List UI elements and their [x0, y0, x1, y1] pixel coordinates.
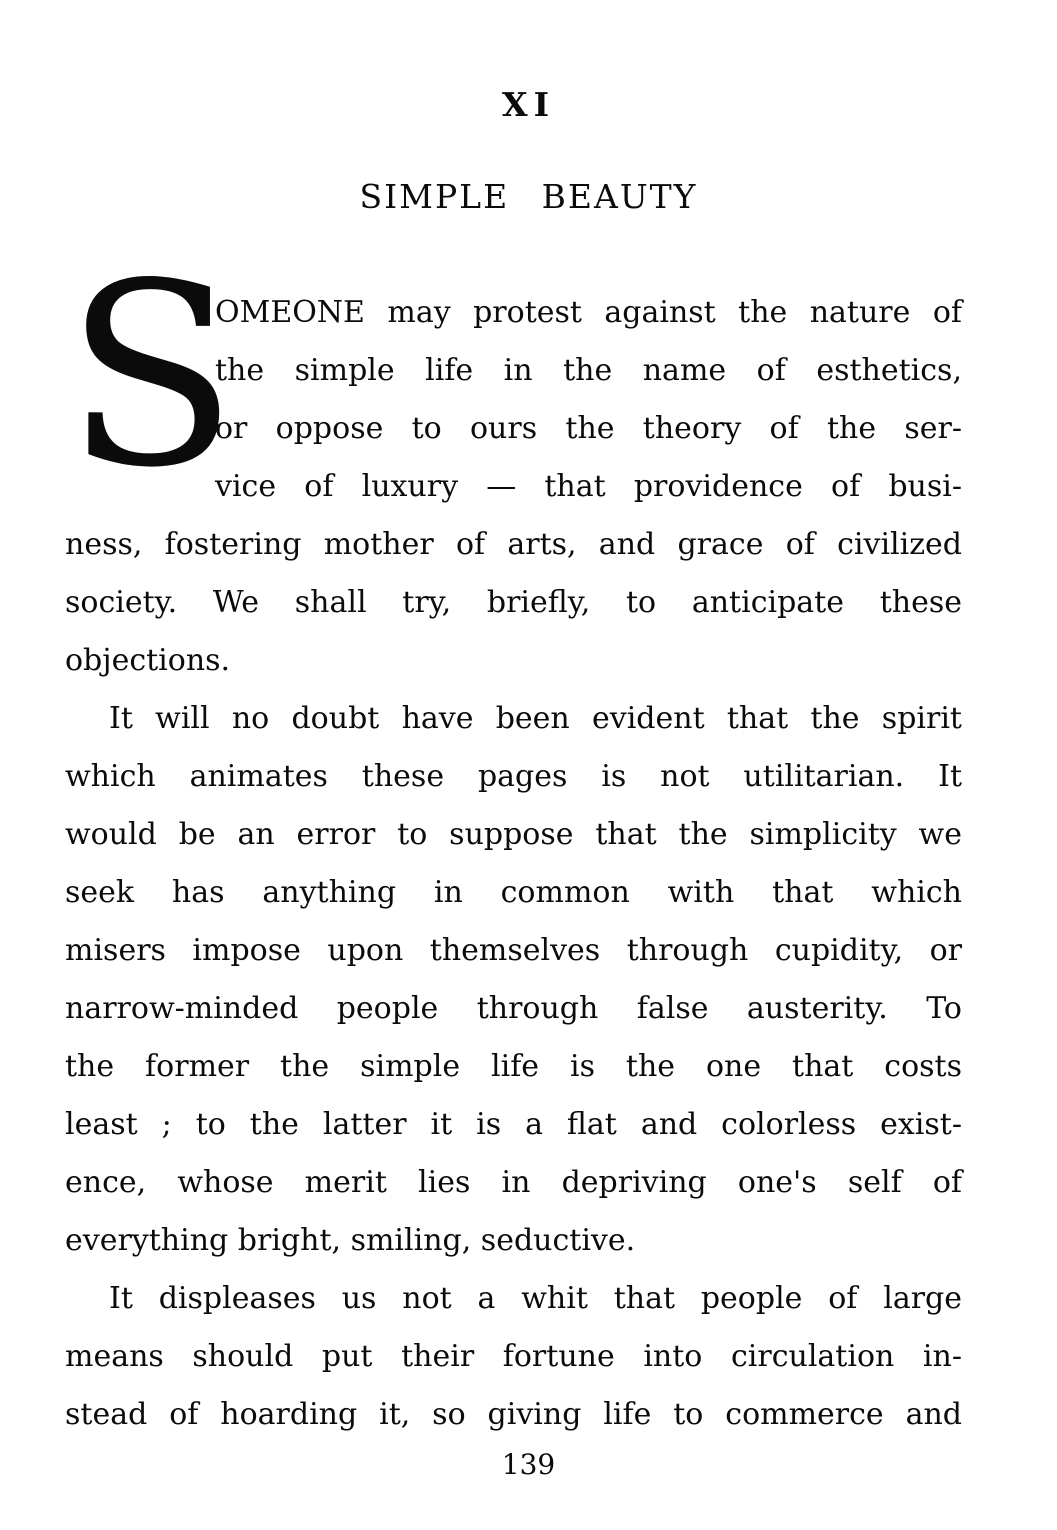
- text-line: ence, whose merit lies in depriving one's self of: [65, 1165, 962, 1200]
- page-title: SIMPLE BEAUTY: [359, 177, 698, 216]
- text-line: It will no doubt have been evident that the spirit: [109, 701, 962, 736]
- text-line: the simple life in the name of esthetics,: [215, 353, 962, 388]
- text-line: misers impose upon themselves through cupidity, or: [65, 933, 962, 968]
- text-line: vice of luxury — that providence of busi-: [215, 469, 962, 504]
- text-line: stead of hoarding it, so giving life to commerce and: [65, 1397, 962, 1432]
- page-number: 139: [501, 1448, 556, 1481]
- text-line: seek has anything in common with that which: [65, 875, 962, 910]
- paragraph-3: [65, 1270, 962, 1444]
- chapter-number: XI: [501, 85, 556, 124]
- drop-cap: S: [65, 230, 238, 523]
- text-line: ness, fostering mother of arts, and grace of civilized: [65, 527, 962, 562]
- text-line: or oppose to ours the theory of the ser-: [215, 411, 962, 446]
- text-line: everything bright, smiling, seductive.: [65, 1223, 636, 1258]
- text-line: narrow-minded people through false austerity. To: [65, 991, 962, 1026]
- text-line: the former the simple life is the one that costs: [65, 1049, 962, 1084]
- paragraph-2: [65, 690, 962, 1270]
- text-line: objections.: [65, 643, 231, 678]
- text-line: OMEONE may protest against the nature of: [215, 295, 962, 330]
- page-body: [65, 230, 962, 1444]
- text-line: means should put their fortune into circulation in-: [65, 1339, 962, 1374]
- text-line: society. We shall try, briefly, to anticipate these: [65, 585, 962, 620]
- paragraph-1: [65, 230, 962, 690]
- text-line: least ; to the latter it is a flat and colorless exist-: [65, 1107, 962, 1142]
- text-line: It displeases us not a whit that people of large: [109, 1281, 962, 1316]
- text-line: which animates these pages is not utilitarian. It: [65, 759, 962, 794]
- text-line: would be an error to suppose that the simplicity we: [65, 817, 962, 852]
